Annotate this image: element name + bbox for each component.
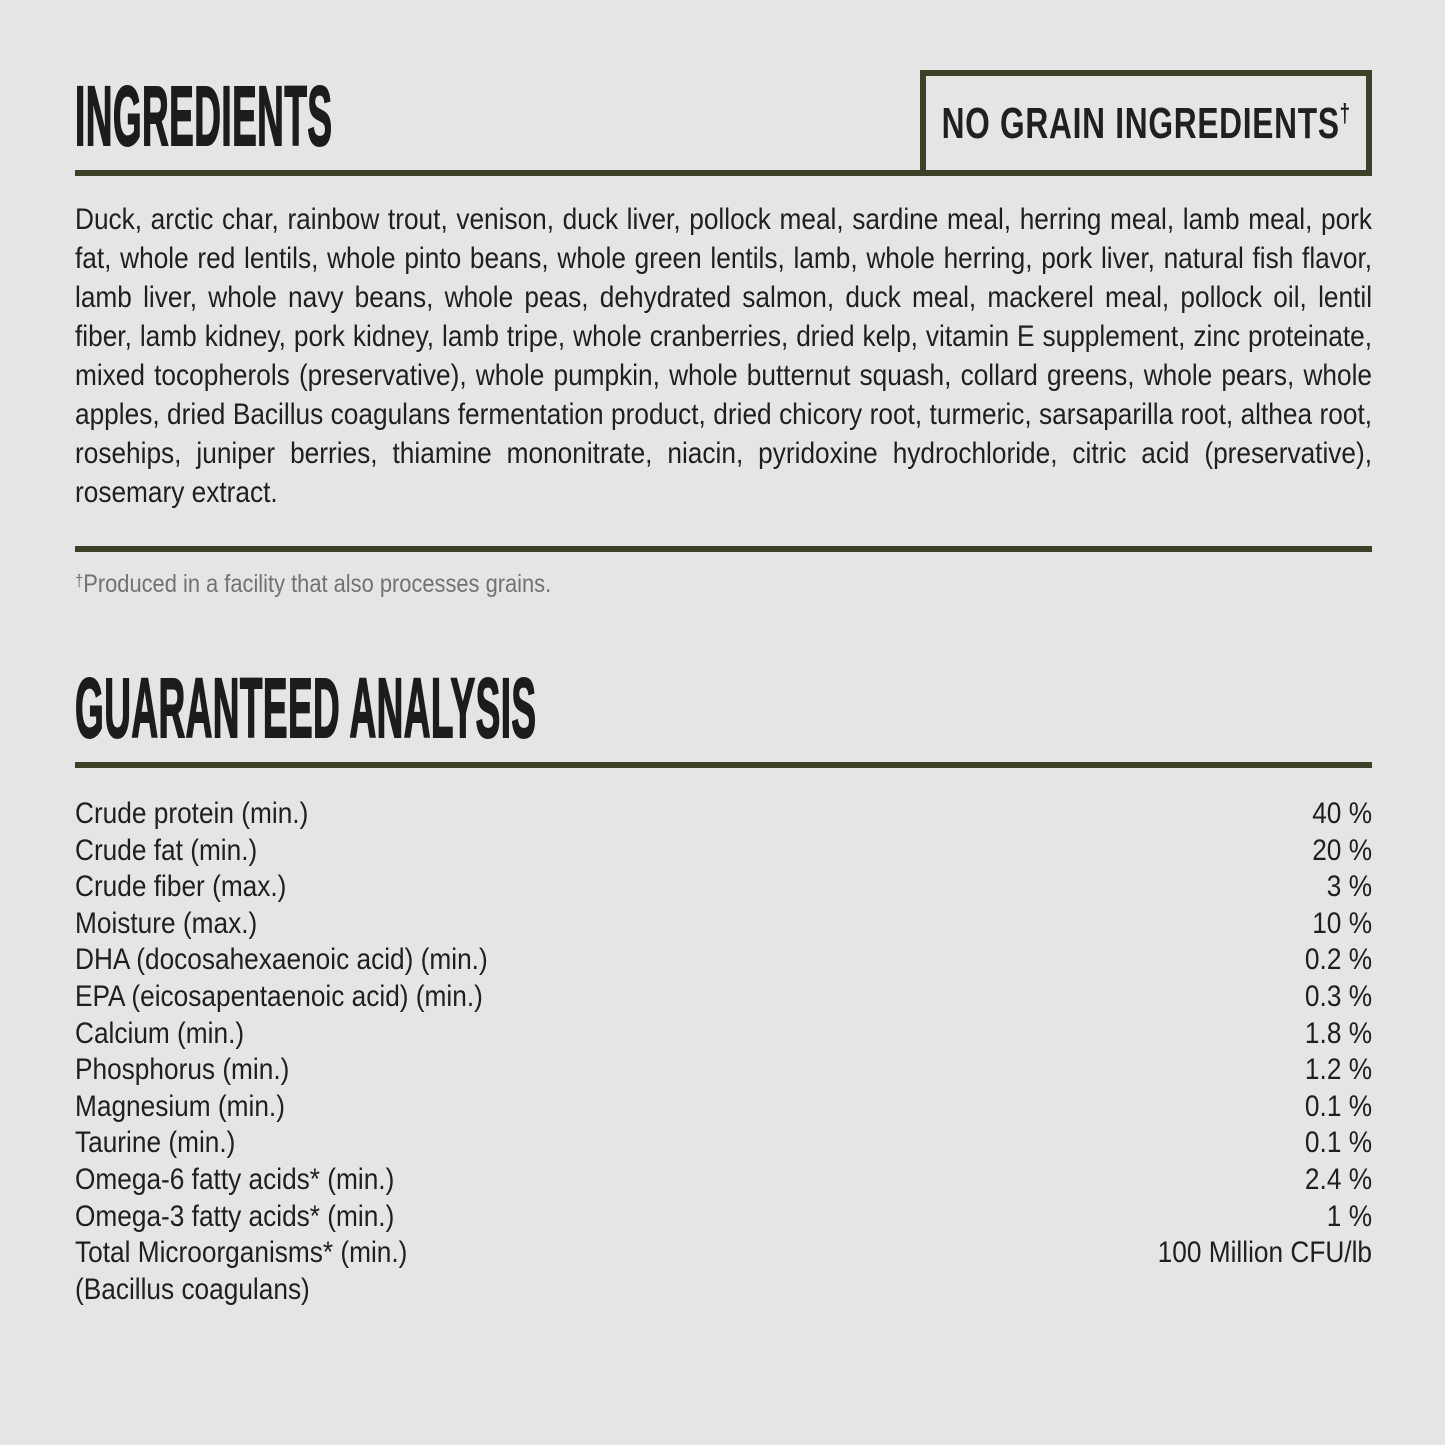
table-row [75, 1235, 1372, 1272]
table-row [75, 1162, 1372, 1199]
row-value: 10 % [1312, 906, 1372, 940]
row-label: Total Microorganisms* (min.) [75, 1236, 408, 1270]
table-row [75, 796, 1372, 833]
grain-footnote [75, 566, 1372, 599]
table-row [75, 1272, 1372, 1309]
dagger-mark: † [1339, 97, 1351, 128]
row-value: 0.1 % [1304, 1089, 1372, 1123]
table-row [75, 1089, 1372, 1126]
row-label: Omega-6 fatty acids* (min.) [75, 1162, 395, 1196]
row-value: 0.3 % [1304, 979, 1372, 1013]
row-label: Moisture (max.) [75, 906, 258, 940]
ingredients-body-container [75, 176, 1372, 512]
no-grain-badge [920, 70, 1372, 176]
no-grain-badge-text [941, 98, 1350, 149]
row-value: 100 Million CFU/lb [1157, 1236, 1372, 1270]
row-value: 0.2 % [1304, 943, 1372, 977]
table-row [75, 942, 1372, 979]
table-row [75, 1199, 1372, 1236]
row-value: 1.2 % [1304, 1053, 1372, 1087]
row-label: Crude fat (min.) [75, 833, 258, 867]
row-value: 1.8 % [1304, 1016, 1372, 1050]
row-value: 1 % [1326, 1199, 1372, 1233]
row-value: 2.4 % [1304, 1162, 1372, 1196]
row-value: 20 % [1312, 833, 1372, 867]
row-label: Omega-3 fatty acids* (min.) [75, 1199, 395, 1233]
row-label: Taurine (min.) [75, 1126, 236, 1160]
row-value: 3 % [1326, 870, 1372, 904]
table-row [75, 1016, 1372, 1053]
row-label: DHA (docosahexaenoic acid) (min.) [75, 943, 488, 977]
table-row [75, 1052, 1372, 1089]
ingredients-title: INGREDIENTS [75, 69, 333, 163]
footnote-container [75, 552, 1372, 624]
row-value: 40 % [1312, 797, 1372, 830]
divider-line [75, 762, 1372, 768]
table-row [75, 833, 1372, 870]
row-label: Magnesium (min.) [75, 1089, 285, 1123]
row-value: 0.1 % [1304, 1126, 1372, 1160]
table-row [75, 906, 1372, 943]
row-label: EPA (eicosapentaenoic acid) (min.) [75, 979, 483, 1013]
row-label: Calcium (min.) [75, 1016, 245, 1050]
no-grain-badge-label: NO GRAIN INGREDIENTS [941, 98, 1340, 148]
ingredients-header [75, 69, 1372, 176]
guaranteed-analysis-table [75, 796, 1372, 1308]
row-label: Crude fiber (max.) [75, 870, 287, 904]
table-row [75, 1125, 1372, 1162]
guaranteed-analysis-header [75, 661, 1372, 755]
row-label: Phosphorus (min.) [75, 1053, 290, 1087]
guaranteed-analysis-title: GUARANTEED ANALYSIS [75, 661, 537, 755]
ingredients-list-text: Duck, arctic char, rainbow trout, venison, duck liver, pollock meal, sardine meal, herring meal, lamb meal, pork fat, whole red lentils, whole pinto beans, whole green lentils, lamb, whole herring, pork liver, natural fish flavor, lamb liver, whole navy beans, whole peas, dehydrated salmon, duck meal, mackerel meal, pollock oil, lentil fiber, lamb kidney, pork kidney, lamb tripe, whole cranberries, dried kelp, vitamin E supplement, zinc proteinate, mixed tocopherols (preservative), whole pumpkin, whole butternut squash, collard greens, whole pears, whole apples, dried Bacillus coagulans fermentation product, dried chicory root, turmeric, sarsaparilla root, althea root, rosehips, juniper berries, thiamine mononitrate, niacin, pyridoxine hydrochloride, citric acid (preservative), rosemary extract. [75, 203, 1372, 509]
guaranteed-analysis-rows [75, 796, 1372, 1308]
row-label: Crude protein (min.) [75, 797, 309, 830]
table-row [75, 869, 1372, 906]
grain-footnote-text: Produced in a facility that also processes grains. [83, 570, 552, 598]
dagger-mark: † [75, 571, 84, 590]
row-label: (Bacillus coagulans) [75, 1272, 310, 1306]
table-row [75, 979, 1372, 1016]
